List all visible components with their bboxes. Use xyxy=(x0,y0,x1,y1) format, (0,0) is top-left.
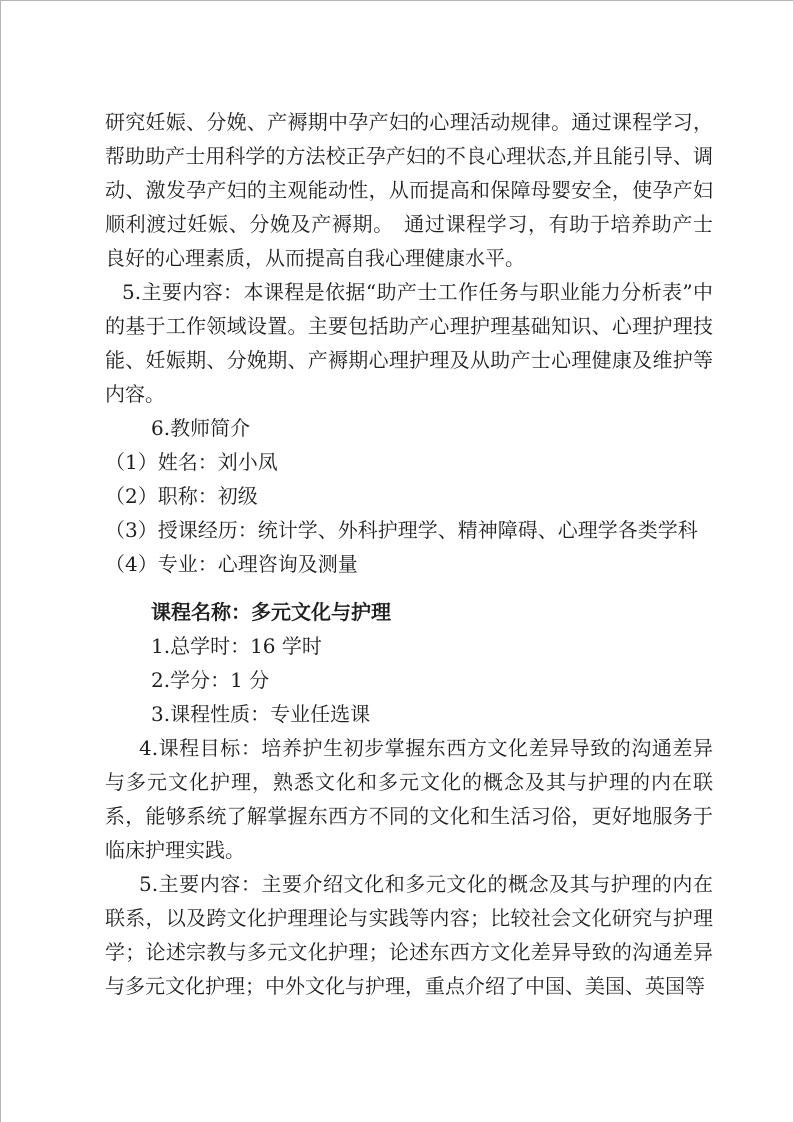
para-teacher-title: （2）职称：初级 xyxy=(105,484,258,508)
document-content xyxy=(1,1,793,1003)
para-course2-type: 3.课程性质：专业任选课 xyxy=(151,702,371,726)
para-course1-teacher-intro-heading: 6.教师简介 xyxy=(151,416,251,440)
para-course1-objective-continuation: 研究妊娠、分娩、产褥期中孕产妇的心理活动规律。通过课程学习，帮助助产士用科学的方法校正孕产妇的不良心理状态,并且能引导、调动、激发孕产妇的主观能动性，从而提高和保障母婴安全，使孕产妇顺利渡过妊娠、分娩及产褥期。 通过课程学习，有助于培养助产士良好的心理素质，从而提高自我心理健康水平。 xyxy=(105,110,713,270)
para-course2-credits: 2.学分：1 分 xyxy=(151,668,270,692)
para-teacher-experience: （3）授课经历：统计学、外科护理学、精神障碍、心理学各类学科 xyxy=(105,518,698,542)
para-course2-main-content: 5.主要内容：主要介绍文化和多元文化的概念及其与护理的内在联系，以及跨文化护理理论与实践等内容；比较社会文化研究与护理学；论述宗教与多元文化护理；论述东西方文化差异导致的沟通差异与多元文化护理；中外文化与护理，重点介绍了中国、美国、英国等 xyxy=(105,872,713,998)
para-course1-main-content: 5.主要内容：本课程是依据“助产士工作任务与职业能力分析表”中的基于工作领域设置。主要包括助产心理护理基础知识、心理护理技能、妊娠期、分娩期、产褥期心理护理及从助产士心理健康及维护等内容。 xyxy=(105,280,713,406)
para-course2-objective: 4.课程目标：培养护生初步掌握东西方文化差异导致的沟通差异与多元文化护理，熟悉文化和多元文化的概念及其与护理的内在联系，能够系统了解掌握东西方不同的文化和生活习俗，更好地服务于临床护理实践。 xyxy=(105,736,713,862)
para-course2-total-hours: 1.总学时：16 学时 xyxy=(151,634,322,658)
course2-title: 课程名称：多元文化与护理 xyxy=(151,600,391,624)
para-teacher-name: （1）姓名：刘小凤 xyxy=(105,450,278,474)
para-teacher-major: （4）专业：心理咨询及测量 xyxy=(105,552,358,576)
